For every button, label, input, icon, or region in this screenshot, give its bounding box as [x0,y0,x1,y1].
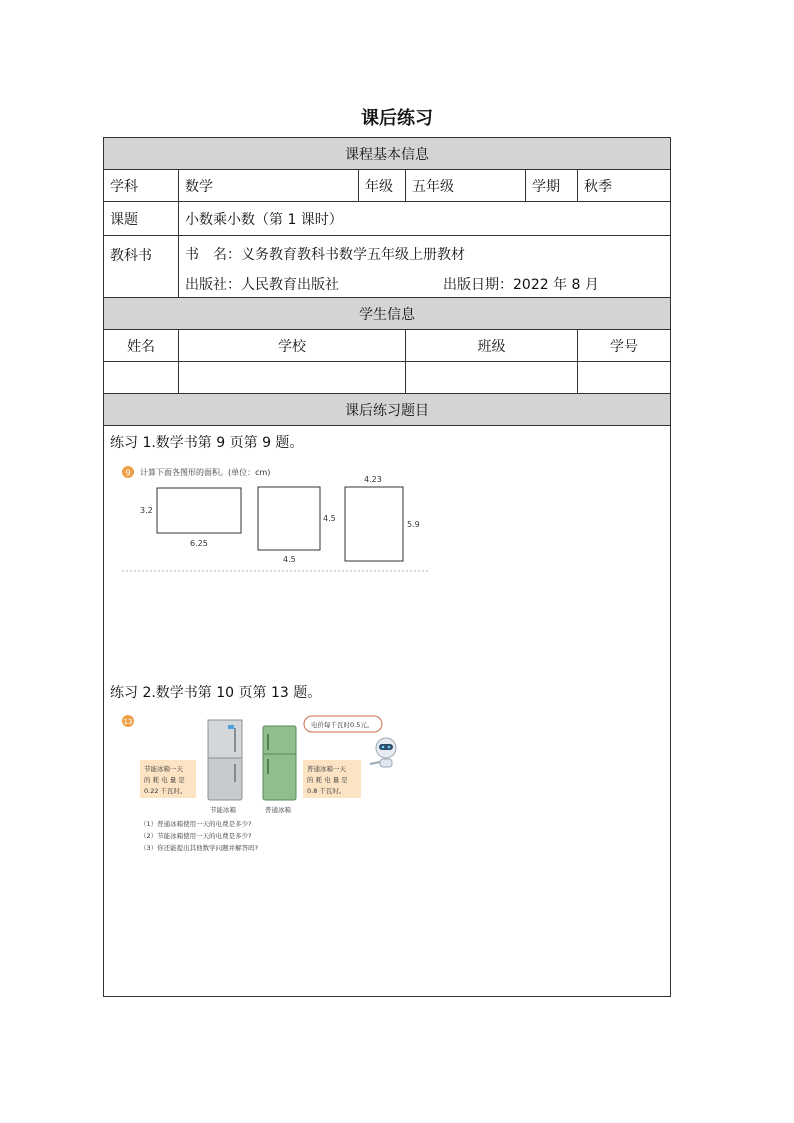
shape3-side-label: 5.9 [407,520,420,529]
school-input-cell[interactable] [179,362,406,394]
course-info-header: 课程基本信息 [104,138,671,170]
grade-label: 年级 [359,170,406,202]
energy-saving-note-line-3: 0.22 千瓦时。 [144,787,187,795]
square-shape-2 [258,487,320,550]
student-info-header: 学生信息 [104,298,671,330]
term-label: 学期 [526,170,578,202]
question-3: （3）你还能提出其他数学问题并解答吗? [140,844,259,852]
exercise-1-label: 练习 1.数学书第 9 页第 9 题。 [110,435,304,451]
shape2-side-label: 4.5 [323,514,336,523]
robot-icon [370,738,396,767]
energy-saving-fridge-icon [208,720,242,800]
name-input-cell[interactable] [104,362,179,394]
exercise-1-number: 9 [125,468,131,478]
energy-saving-fridge-caption: 节能冰箱 [210,806,236,814]
subject-label: 学科 [104,170,179,202]
worksheet-table [103,137,671,997]
school-column-header: 学校 [179,330,406,362]
shape1-width-label: 6.25 [190,539,208,548]
exercises-header: 课后练习题目 [104,394,671,426]
term-value: 秋季 [578,170,671,202]
book-name: 书 名：义务教育教科书数学五年级上册教材 [185,247,465,263]
topic-value: 小数乘小数（第 1 课时） [179,202,671,236]
grade-value: 五年级 [406,170,526,202]
publish-date: 出版日期：2022 年 8 月 [443,277,599,293]
student-id-input-cell[interactable] [578,362,671,394]
exercise-2-number: 13 [123,718,133,726]
shape3-top-label: 4.23 [364,475,382,484]
regular-fridge-icon [263,726,296,800]
rectangle-shape-3 [345,487,403,561]
regular-fridge-note-line-2: 的 耗 电 量 是 [307,776,348,784]
exercise-2-figure [118,712,418,872]
shape1-height-label: 3.2 [140,506,153,515]
student-id-column-header: 学号 [578,330,671,362]
regular-fridge-note-line-1: 普通冰箱一天 [307,765,346,773]
textbook-info [179,236,671,298]
energy-saving-note-line-2: 的 耗 电 量 是 [144,776,185,784]
shape2-bottom-label: 4.5 [283,555,296,564]
page-title: 课后练习 [361,108,433,129]
regular-fridge-note-line-3: 0.8 千瓦时。 [307,787,346,795]
exercise-1-prompt: 计算下面各图形的面积。(单位：cm) [140,468,271,477]
topic-label: 课题 [104,202,179,236]
exercises-body [104,426,671,997]
name-column-header: 姓名 [104,330,179,362]
class-input-cell[interactable] [406,362,578,394]
subject-value: 数学 [179,170,359,202]
exercise-2-label: 练习 2.数学书第 10 页第 13 题。 [110,685,322,701]
class-column-header: 班级 [406,330,578,362]
energy-saving-note-line-1: 节能冰箱一天 [144,765,183,773]
rectangle-shape-1 [157,488,241,533]
speech-bubble-text: 电价每千瓦时0.5元。 [311,721,374,729]
regular-fridge-caption: 普通冰箱 [265,806,291,814]
question-1: （1）普通冰箱使用一天的电费是多少? [140,820,252,828]
question-2: （2）节能冰箱使用一天的电费是多少? [140,832,252,840]
publisher: 出版社：人民教育出版社 [185,277,339,293]
exercise-1-figure [118,460,438,580]
textbook-label: 教科书 [104,236,179,298]
